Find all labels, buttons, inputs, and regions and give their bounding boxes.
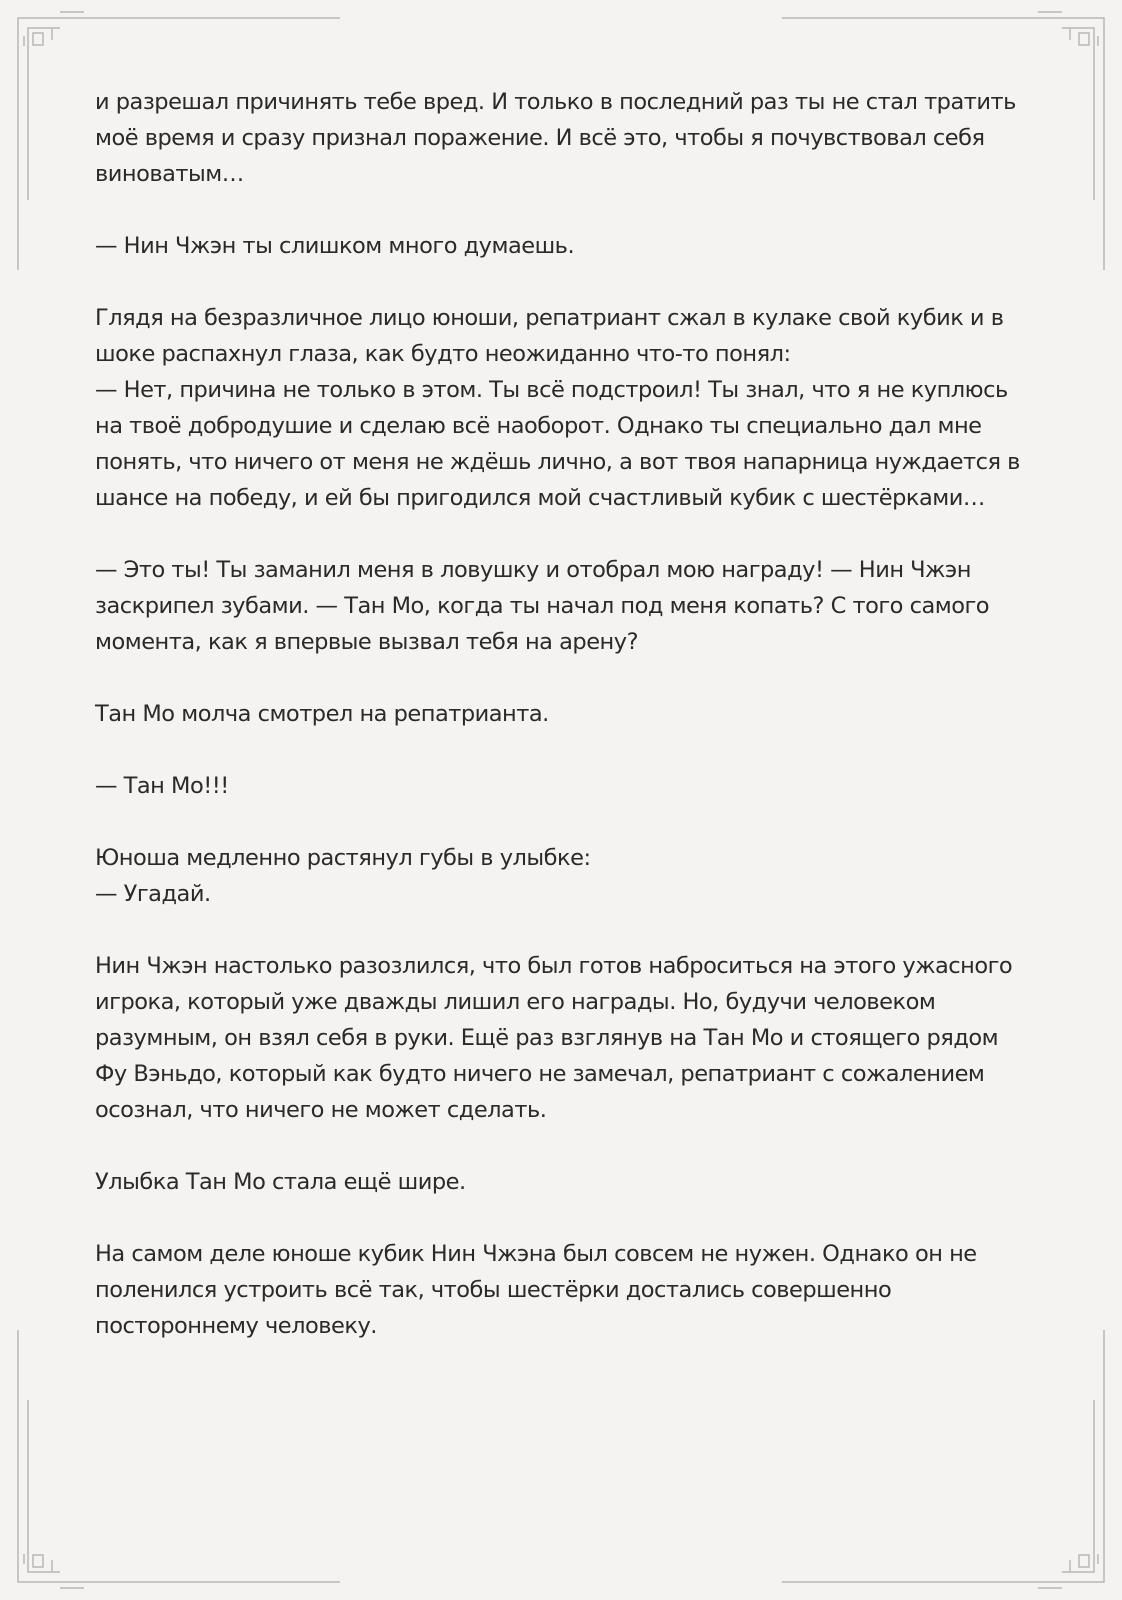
paragraph-6: — Тан Мо!!! bbox=[95, 773, 229, 799]
paragraph-5: Тан Мо молча смотрел на репатрианта. bbox=[95, 701, 549, 727]
paragraph-8: Нин Чжэн настолько разозлился, что был готов наброситься на этого ужасного игрока, который уже дважды лишил его награды. Но, будучи человеком разумным, он взял себя в руки. Ещё раз взглянув на Тан Мо и стоящего рядом Фу Вэньдо, который как будто ничего не замечал, репатриант с сожалением осознал, что ничего не может сделать. bbox=[95, 953, 1013, 1123]
paragraph-1: и разрешал причинять тебе вред. И только в последний раз ты не стал тратить моё время и сразу признал поражение. И всё это, чтобы я почувствовал себя виноватым… bbox=[95, 89, 1016, 187]
paragraph-10: На самом деле юноше кубик Нин Чжэна был совсем не нужен. Однако он не поленился устроить всё так, чтобы шестёрки достались совершенно постороннему человеку. bbox=[95, 1241, 977, 1339]
paragraph-2: — Нин Чжэн ты слишком много думаешь. bbox=[95, 233, 575, 259]
paragraph-4: — Это ты! Ты заманил меня в ловушку и отобрал мою награду! — Нин Чжэн заскрипел зубами. — Тан Мо, когда ты начал под меня копать? С того самого момента, как я впервые вызвал тебя на арену? bbox=[95, 557, 990, 655]
paragraph-3: Глядя на безразличное лицо юноши, репатриант сжал в кулаке свой кубик и в шоке распахнул глаза, как будто неожиданно что-то понял: — Нет, причина не только в этом. Ты всё подстроил! Ты знал, что я не куплюсь на твоё добродушие и сделаю всё наоборот. Однако ты специально дал мне понять, что ничего от меня не ждёшь лично, а вот твоя напарница нуждается в шансе на победу, и ей бы пригодился мой счастливый кубик с шестёрками… bbox=[95, 305, 1020, 511]
document-body bbox=[95, 84, 1035, 1380]
paragraph-9: Улыбка Тан Мо стала ещё шире. bbox=[95, 1169, 466, 1195]
paragraph-7: Юноша медленно растянул губы в улыбке: — Угадай. bbox=[95, 845, 591, 907]
